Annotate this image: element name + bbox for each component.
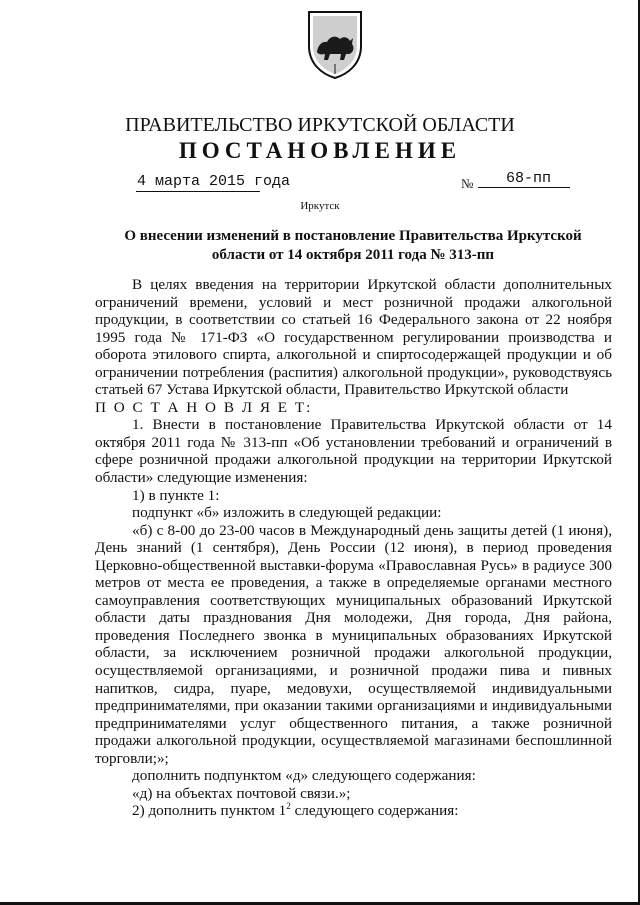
- body-paragraph: «б) с 8-00 до 23-00 часов в Международный день защиты детей (1 июня), День знаний (1 сентября), День России (12 июня), в период проведения Церковно-общественной выставки-форума «Православная Русь» в радиусе 300 метров от места ее проведения, а также в определяемые органами местного самоуправления соответствующих муниципальных образований Иркутской области даты празднования Дня молодежи, Дня города, Дня района, проведения Последнего звонка в муниципальных образованиях Иркутской области, за исключением розничной продажи алкогольной продукции, осуществляемой организациями, и розничной продажи пива и пивных напитков, сидра, пуаре, медовухи, осуществляемой индивидуальными предпринимателями, при оказании такими организациями и индивидуальными предпринимателями услуг общественного питания, а также розничной продажи алкогольной продукции, осуществляемой магазинами беспошлинной торговли;»;: [95, 521, 612, 767]
- government-name: ПРАВИТЕЛЬСТВО ИРКУТСКОЙ ОБЛАСТИ: [125, 114, 515, 136]
- document-type: ПОСТАНОВЛЕНИЕ: [178, 138, 462, 163]
- city-name: Иркутск: [300, 200, 340, 212]
- body-paragraph: 1. Внести в постановление Правительства Иркутской области от 14 октября 2011 года № 313-пп «Об установлении требований и ограничений в сфере розничной продажи алкогольной продукции на территории Иркутской области» следующие изменения:: [95, 416, 612, 487]
- body-paragraph: подпункт «б» изложить в следующей редакции:: [132, 504, 442, 522]
- number-underline: [478, 187, 570, 188]
- number-sign: №: [461, 176, 474, 191]
- body-paragraph: «д) на объектах почтовой связи.»;: [132, 784, 351, 802]
- paragraph-text: 2) дополнить пунктом 1: [132, 802, 287, 820]
- date-underline: [136, 191, 260, 192]
- paragraph-text: следующего содержания:: [290, 802, 459, 820]
- document-title: [110, 227, 596, 265]
- body-paragraph: дополнить подпунктом «д» следующего содержания:: [132, 767, 476, 785]
- preamble-paragraph: В целях введения на территории Иркутской области дополнительных ограничений времени, условий и мест розничной продажи алкогольной продукции, в соответствии со статьей 16 Федерального закона от 22 ноября 1995 года № 171-ФЗ «О государственном регулировании производства и оборота этилового спирта, алкогольной и спиртосодержащей продукции и об ограничении потребления (распития) алкогольной продукции», руководствуясь статьей 67 Устава Иркутской области, Правительство Иркутской области: [95, 276, 612, 399]
- coat-of-arms-icon: [306, 8, 364, 80]
- title-line: О внесении изменений в постановление Правительства Иркутской: [124, 228, 582, 244]
- body-paragraph: 1) в пункте 1:: [132, 486, 220, 504]
- resolves-heading: П О С Т А Н О В Л Я Е Т:: [95, 398, 313, 416]
- document-date: 4 марта 2015 года: [137, 173, 291, 190]
- superscript: 2: [286, 801, 291, 812]
- title-line: области от 14 октября 2011 года № 313-пп: [211, 247, 495, 263]
- document-body: [95, 276, 612, 820]
- body-paragraph: [95, 802, 612, 820]
- document-number: 68-пп: [506, 170, 552, 187]
